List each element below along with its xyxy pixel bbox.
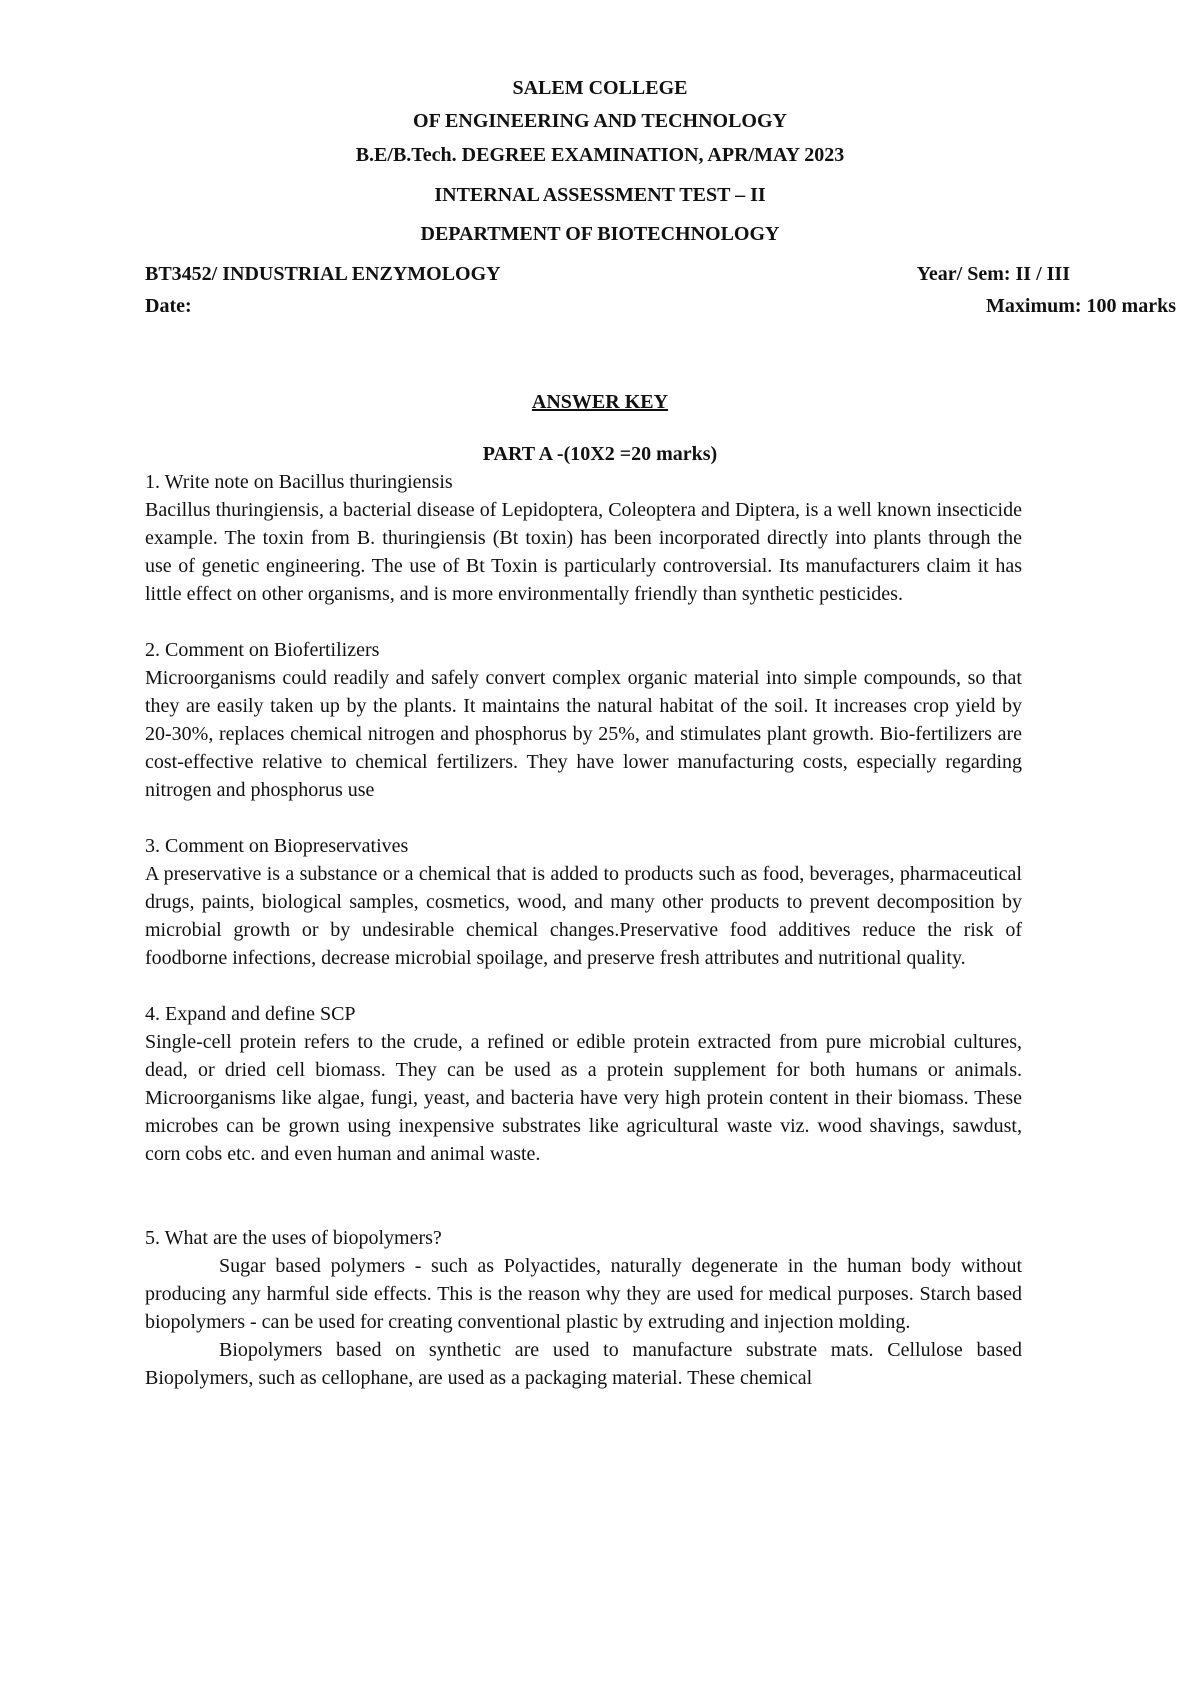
spacer bbox=[145, 1168, 1022, 1224]
part-a-title: PART A -(10X2 =20 marks) bbox=[482, 443, 718, 465]
answer-text: Sugar based polymers - such as Polyactides, naturally degenerate in the human body without producing any harmful side effects. This is the reason why they are used for medical purposes. Starch based biopolymers - can be used for creating conventional plastic by extruding and injection molding. bbox=[145, 1255, 1022, 1333]
question-title: 1. Write note on Bacillus thuringiensis bbox=[145, 471, 453, 493]
answer-text: A preservative is a substance or a chemical that is added to products such as food, beverages, pharmaceutical drugs, paints, biological samples, cosmetics, wood, and many other products to prevent decomposition by microbial growth or by undesirable chemical changes.Preservative food additives reduce the risk of foodborne infections, decrease microbial spoilage, and preserve fresh attributes and nutritional quality. bbox=[145, 863, 1022, 969]
date-label: Date: bbox=[145, 295, 192, 317]
maximum-marks: Maximum: 100 marks bbox=[986, 295, 1176, 317]
answer-text: Bacillus thuringiensis, a bacterial disease of Lepidoptera, Coleoptera and Diptera, is a well known insecticide example. The toxin from B. thuringiensis (Bt toxin) has been incorporated directly into plants through the use of genetic engineering. The use of Bt Toxin is particularly controversial. Its manufacturers claim it has little effect on other organisms, and is more environmentally friendly than synthetic pesticides. bbox=[145, 499, 1022, 605]
question-title: 3. Comment on Biopreservatives bbox=[145, 835, 409, 857]
question-title: 2. Comment on Biofertilizers bbox=[145, 639, 380, 661]
answer-key-title: ANSWER KEY bbox=[531, 391, 669, 413]
question-title: 5. What are the uses of biopolymers? bbox=[145, 1227, 442, 1249]
question-title: 4. Expand and define SCP bbox=[145, 1003, 356, 1025]
college-name-line2: OF ENGINEERING AND TECHNOLOGY bbox=[413, 110, 787, 132]
spacer bbox=[145, 972, 1022, 1000]
course-code: BT3452/ INDUSTRIAL ENZYMOLOGY bbox=[145, 263, 501, 285]
department-title: DEPARTMENT OF BIOTECHNOLOGY bbox=[420, 223, 780, 245]
exam-title: B.E/B.Tech. DEGREE EXAMINATION, APR/MAY 2023 bbox=[355, 144, 845, 166]
year-sem: Year/ Sem: II / III bbox=[916, 263, 1070, 285]
spacer bbox=[145, 608, 1022, 636]
spacer bbox=[145, 804, 1022, 832]
test-title: INTERNAL ASSESSMENT TEST – II bbox=[434, 184, 766, 206]
answer-text: Biopolymers based on synthetic are used to manufacture substrate mats. Cellulose based Biopolymers, such as cellophane, are used as a packaging material. These chemical bbox=[145, 1339, 1022, 1389]
answer-text: Microorganisms could readily and safely convert complex organic material into simple compounds, so that they are easily taken up by the plants. It maintains the natural habitat of the soil. It increases crop yield by 20-30%, replaces chemical nitrogen and phosphorus by 25%, and stimulates plant growth. Bio-fertilizers are cost-effective relative to chemical fertilizers. They have lower manufacturing costs, especially regarding nitrogen and phosphorus use bbox=[145, 667, 1022, 801]
college-name-line1: SALEM COLLEGE bbox=[512, 77, 688, 99]
answer-text: Single-cell protein refers to the crude, a refined or edible protein extracted from pure microbial cultures, dead, or dried cell biomass. They can be used as a protein supplement for both humans or animals. Microorganisms like algae, fungi, yeast, and bacteria have very high protein content in their biomass. These microbes can be grown using inexpensive substrates like agricultural waste viz. wood shavings, sawdust, corn cobs etc. and even human and animal waste. bbox=[145, 1031, 1022, 1165]
answers-section bbox=[145, 468, 1022, 1392]
